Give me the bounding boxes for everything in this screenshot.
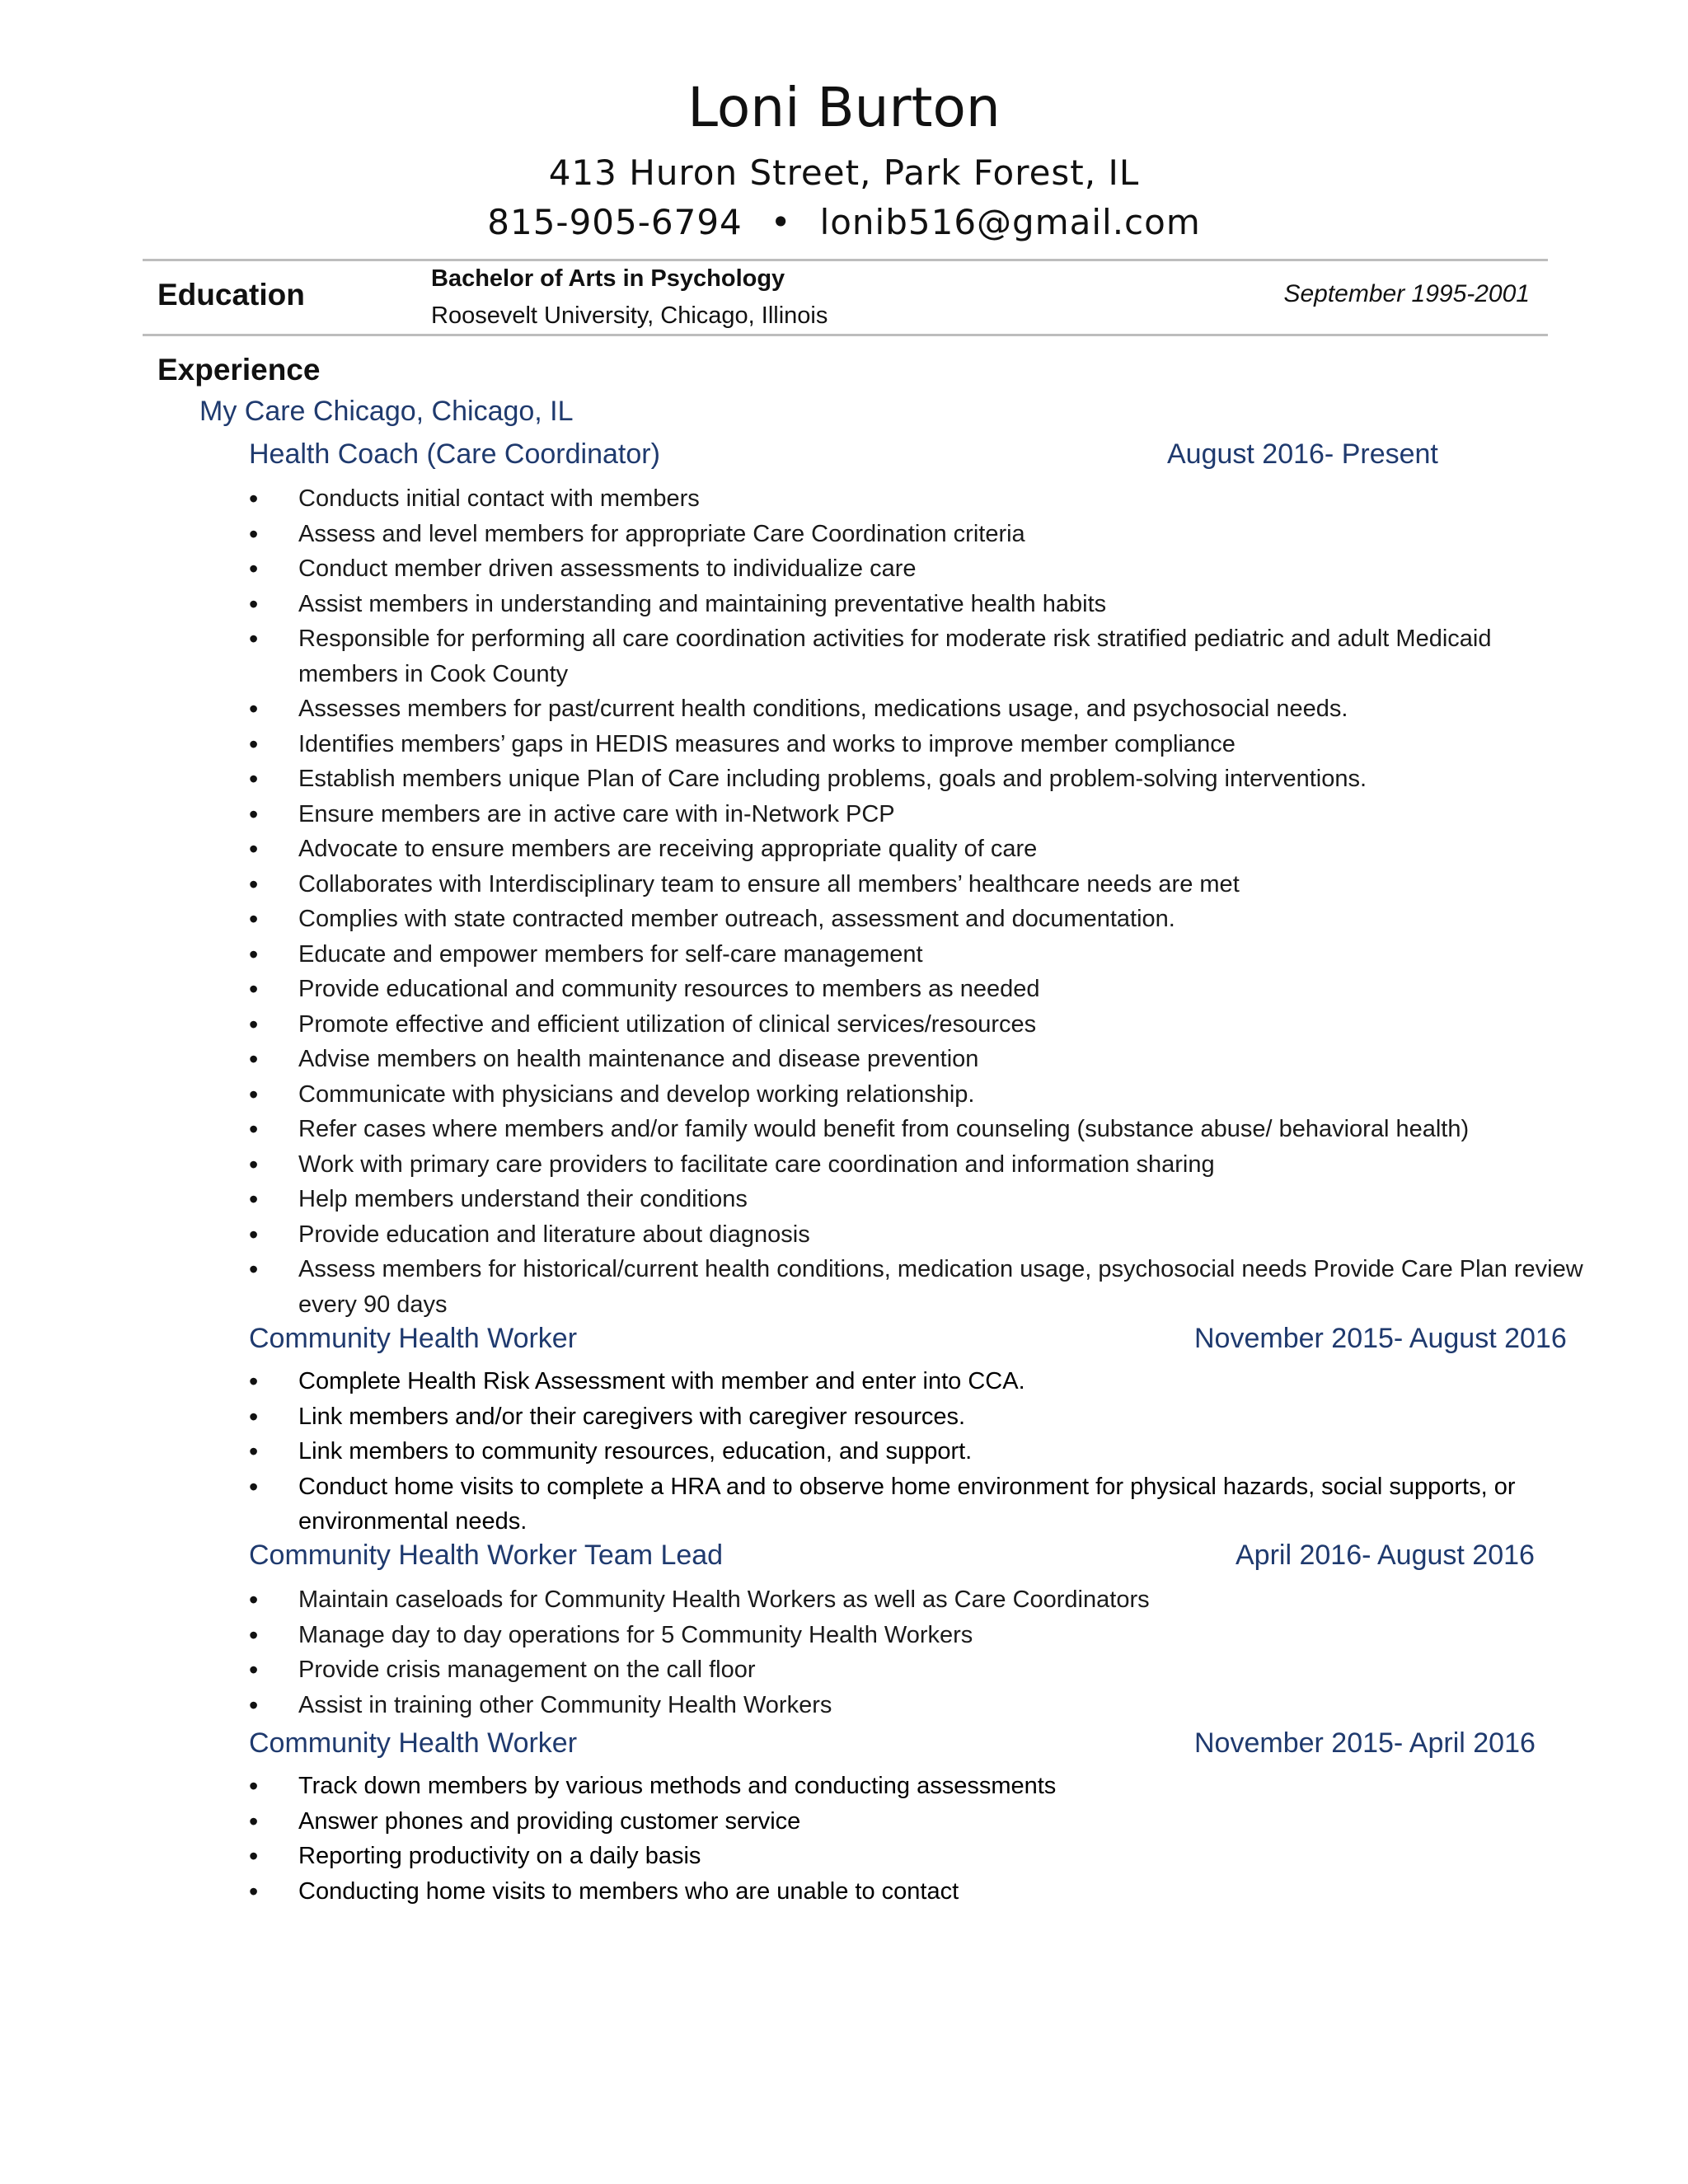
list-item: • Link members to community resources, education, and support. bbox=[249, 1434, 1584, 1469]
employer-name: My Care Chicago, Chicago, IL bbox=[199, 396, 574, 427]
job-dates: August 2016- Present bbox=[1167, 438, 1438, 470]
list-item: • Complete Health Risk Assessment with member and enter into CCA. bbox=[249, 1364, 1584, 1399]
list-item: • Assist in training other Community Health Workers bbox=[249, 1688, 1584, 1723]
list-item: • Conducts initial contact with members bbox=[249, 481, 1584, 517]
list-item: • Assesses members for past/current health conditions, medications usage, and psychosocial needs. bbox=[249, 691, 1584, 727]
job-duties-list bbox=[249, 1364, 1584, 1540]
list-item: • Manage day to day operations for 5 Community Health Workers bbox=[249, 1618, 1584, 1653]
list-item: • Track down members by various methods and conducting assessments bbox=[249, 1769, 1584, 1804]
list-item: • Advise members on health maintenance and disease prevention bbox=[249, 1042, 1584, 1077]
list-item: • Complies with state contracted member outreach, assessment and documentation. bbox=[249, 902, 1584, 937]
job-dates: November 2015- August 2016 bbox=[1194, 1323, 1567, 1354]
list-item: • Responsible for performing all care coordination activities for moderate risk stratified pediatric and adult Medicaid members in Cook County bbox=[249, 621, 1584, 691]
list-item: • Provide educational and community resources to members as needed bbox=[249, 972, 1584, 1007]
list-item: • Collaborates with Interdisciplinary team to ensure all members’ healthcare needs are met bbox=[249, 867, 1584, 902]
list-item: • Advocate to ensure members are receiving appropriate quality of care bbox=[249, 832, 1584, 867]
experience-heading: Experience bbox=[157, 353, 321, 387]
job-duties-list bbox=[249, 1769, 1584, 1909]
divider-bottom bbox=[143, 334, 1548, 336]
list-item: • Educate and empower members for self-care management bbox=[249, 937, 1584, 972]
divider-top bbox=[143, 259, 1548, 261]
list-item: • Conducting home visits to members who are unable to contact bbox=[249, 1874, 1584, 1910]
job-duties-list bbox=[249, 1582, 1584, 1722]
education-school: Roosevelt University, Chicago, Illinois bbox=[431, 302, 828, 329]
list-item: • Assist members in understanding and maintaining preventative health habits bbox=[249, 587, 1584, 622]
job-title: Health Coach (Care Coordinator) bbox=[249, 438, 660, 470]
candidate-name: Loni Burton bbox=[687, 76, 1001, 139]
list-item: • Ensure members are in active care with in-Network PCP bbox=[249, 797, 1584, 832]
list-item: • Provide education and literature about diagnosis bbox=[249, 1217, 1584, 1253]
list-item: • Identifies members’ gaps in HEDIS measures and works to improve member compliance bbox=[249, 727, 1584, 762]
education-heading: Education bbox=[157, 278, 305, 312]
job-title: Community Health Worker bbox=[249, 1323, 578, 1354]
education-degree: Bachelor of Arts in Psychology bbox=[431, 265, 785, 292]
list-item: • Conduct member driven assessments to individualize care bbox=[249, 551, 1584, 587]
job-dates: November 2015- April 2016 bbox=[1194, 1727, 1536, 1759]
list-item: • Conduct home visits to complete a HRA and to observe home environment for physical hazards, social supports, or environmental needs. bbox=[249, 1469, 1584, 1540]
job-title: Community Health Worker Team Lead bbox=[249, 1540, 724, 1571]
list-item: • Work with primary care providers to facilitate care coordination and information sharing bbox=[249, 1147, 1584, 1183]
email-address: lonib516@gmail.com bbox=[819, 202, 1201, 242]
job-title: Community Health Worker bbox=[249, 1727, 578, 1759]
list-item: • Refer cases where members and/or family would benefit from counseling (substance abuse/ behavioral health) bbox=[249, 1112, 1584, 1147]
education-dates: September 1995-2001 bbox=[1283, 280, 1530, 307]
list-item: • Provide crisis management on the call floor bbox=[249, 1652, 1584, 1688]
list-item: • Establish members unique Plan of Care including problems, goals and problem-solving interventions. bbox=[249, 762, 1584, 797]
list-item: • Assess and level members for appropriate Care Coordination criteria bbox=[249, 517, 1584, 552]
phone-number: 815-905-6794 bbox=[487, 202, 743, 242]
list-item: • Reporting productivity on a daily basis bbox=[249, 1839, 1584, 1874]
contact-separator: • bbox=[770, 202, 792, 242]
list-item: • Promote effective and efficient utilization of clinical services/resources bbox=[249, 1007, 1584, 1043]
job-duties-list bbox=[249, 481, 1584, 1322]
list-item: • Assess members for historical/current health conditions, medication usage, psychosocial needs Provide Care Plan review every 90 days bbox=[249, 1252, 1584, 1322]
contact-line bbox=[0, 202, 1688, 242]
list-item: • Communicate with physicians and develop working relationship. bbox=[249, 1077, 1584, 1113]
list-item: • Help members understand their conditions bbox=[249, 1182, 1584, 1217]
list-item: • Answer phones and providing customer service bbox=[249, 1804, 1584, 1840]
list-item: • Link members and/or their caregivers with caregiver resources. bbox=[249, 1399, 1584, 1435]
address: 413 Huron Street, Park Forest, IL bbox=[548, 152, 1140, 193]
job-dates: April 2016- August 2016 bbox=[1236, 1540, 1535, 1571]
list-item: • Maintain caseloads for Community Health Workers as well as Care Coordinators bbox=[249, 1582, 1584, 1618]
